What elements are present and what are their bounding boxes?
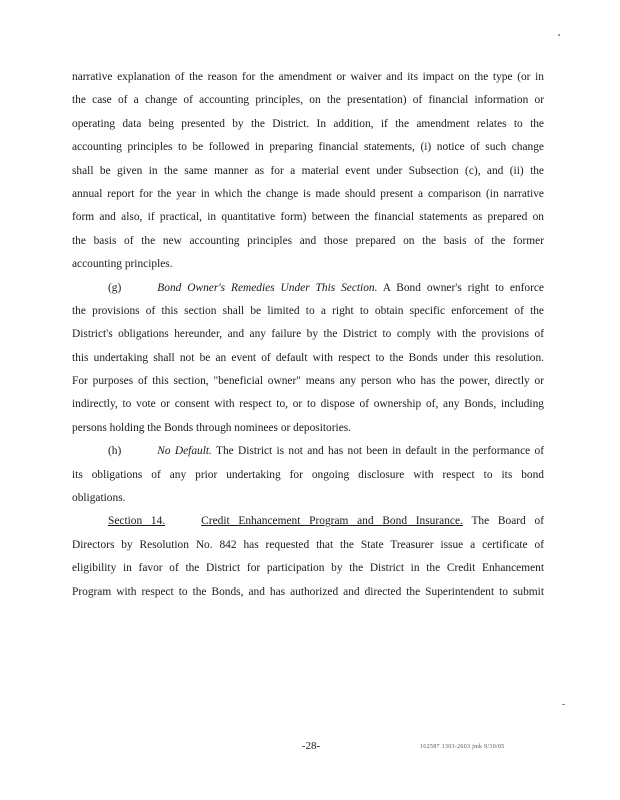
paragraph-g-text: A Bond owner's right to enforce	[377, 281, 544, 294]
section-14-first-line	[72, 510, 544, 533]
document-id: 162587 1303-2603 jmk 9/30/05	[420, 744, 505, 750]
page-number: -28-	[301, 740, 321, 752]
body-line: accounting principles to be followed in preparing financial statements, (i) notice of such change	[72, 141, 544, 154]
body-line: operating data being presented by the District. In addition, if the amendment relates to the	[72, 117, 544, 130]
body-line: the case of a change of accounting principles, on the presentation) of financial information or	[72, 94, 544, 107]
section-14-heading: Section 14.	[108, 515, 166, 528]
paragraph-h-label: (h)	[108, 445, 122, 458]
body-line: form and also, if practical, in quantitative form) between the financial statements as prepared on	[72, 211, 544, 224]
margin-mark	[562, 704, 565, 705]
body-line: its obligations of any prior undertaking for ongoing disclosure with respect to its bond	[72, 468, 544, 481]
paragraph-h-text: The District is not and has not been in default in the performance of	[211, 445, 544, 458]
body-line: this undertaking shall not be an event of default with respect to the Bonds under this resolution.	[72, 351, 544, 364]
paragraph-h-first-line	[72, 440, 544, 463]
paragraph-g-first-line	[72, 277, 544, 300]
body-line: the basis of the new accounting principles and those prepared on the basis of the former	[72, 234, 544, 247]
body-line: Program with respect to the Bonds, and has authorized and directed the Superintendent to submit	[72, 585, 544, 598]
body-line: obligations.	[72, 492, 126, 505]
paragraph-g-heading: Bond Owner's Remedies Under This Section.	[157, 281, 378, 294]
body-line: accounting principles.	[72, 258, 173, 271]
body-line: For purposes of this section, "beneficial owner" means any person who has the power, directly or	[72, 375, 544, 388]
paragraph-g-label: (g)	[108, 281, 122, 294]
body-line: Directors by Resolution No. 842 has requested that the State Treasurer issue a certificate of	[72, 538, 544, 551]
body-line: persons holding the Bonds through nominees or depositories.	[72, 421, 352, 434]
body-line: shall be given in the same manner as for a material event under Subsection (c), and (ii) the	[72, 164, 544, 177]
body-line: narrative explanation of the reason for the amendment or waiver and its impact on the type (or in	[72, 71, 544, 83]
corner-mark	[558, 34, 560, 36]
body-line: eligibility in favor of the District for participation by the District in the Credit Enhancement	[72, 562, 544, 575]
document-body	[72, 66, 544, 604]
section-14-text: The Board of	[462, 515, 544, 528]
paragraph-h-heading: No Default.	[157, 445, 212, 458]
body-line: District's obligations hereunder, and any failure by the District to comply with the provisions of	[72, 328, 544, 341]
body-line: annual report for the year in which the change is made should present a comparison (in narrative	[72, 187, 544, 200]
body-line: indirectly, to vote or consent with respect to, or to dispose of ownership of, any Bonds, including	[72, 398, 544, 411]
section-14-title: Credit Enhancement Program and Bond Insurance.	[201, 515, 463, 528]
body-line: the provisions of this section shall be limited to a right to obtain specific enforcement of the	[72, 304, 544, 317]
